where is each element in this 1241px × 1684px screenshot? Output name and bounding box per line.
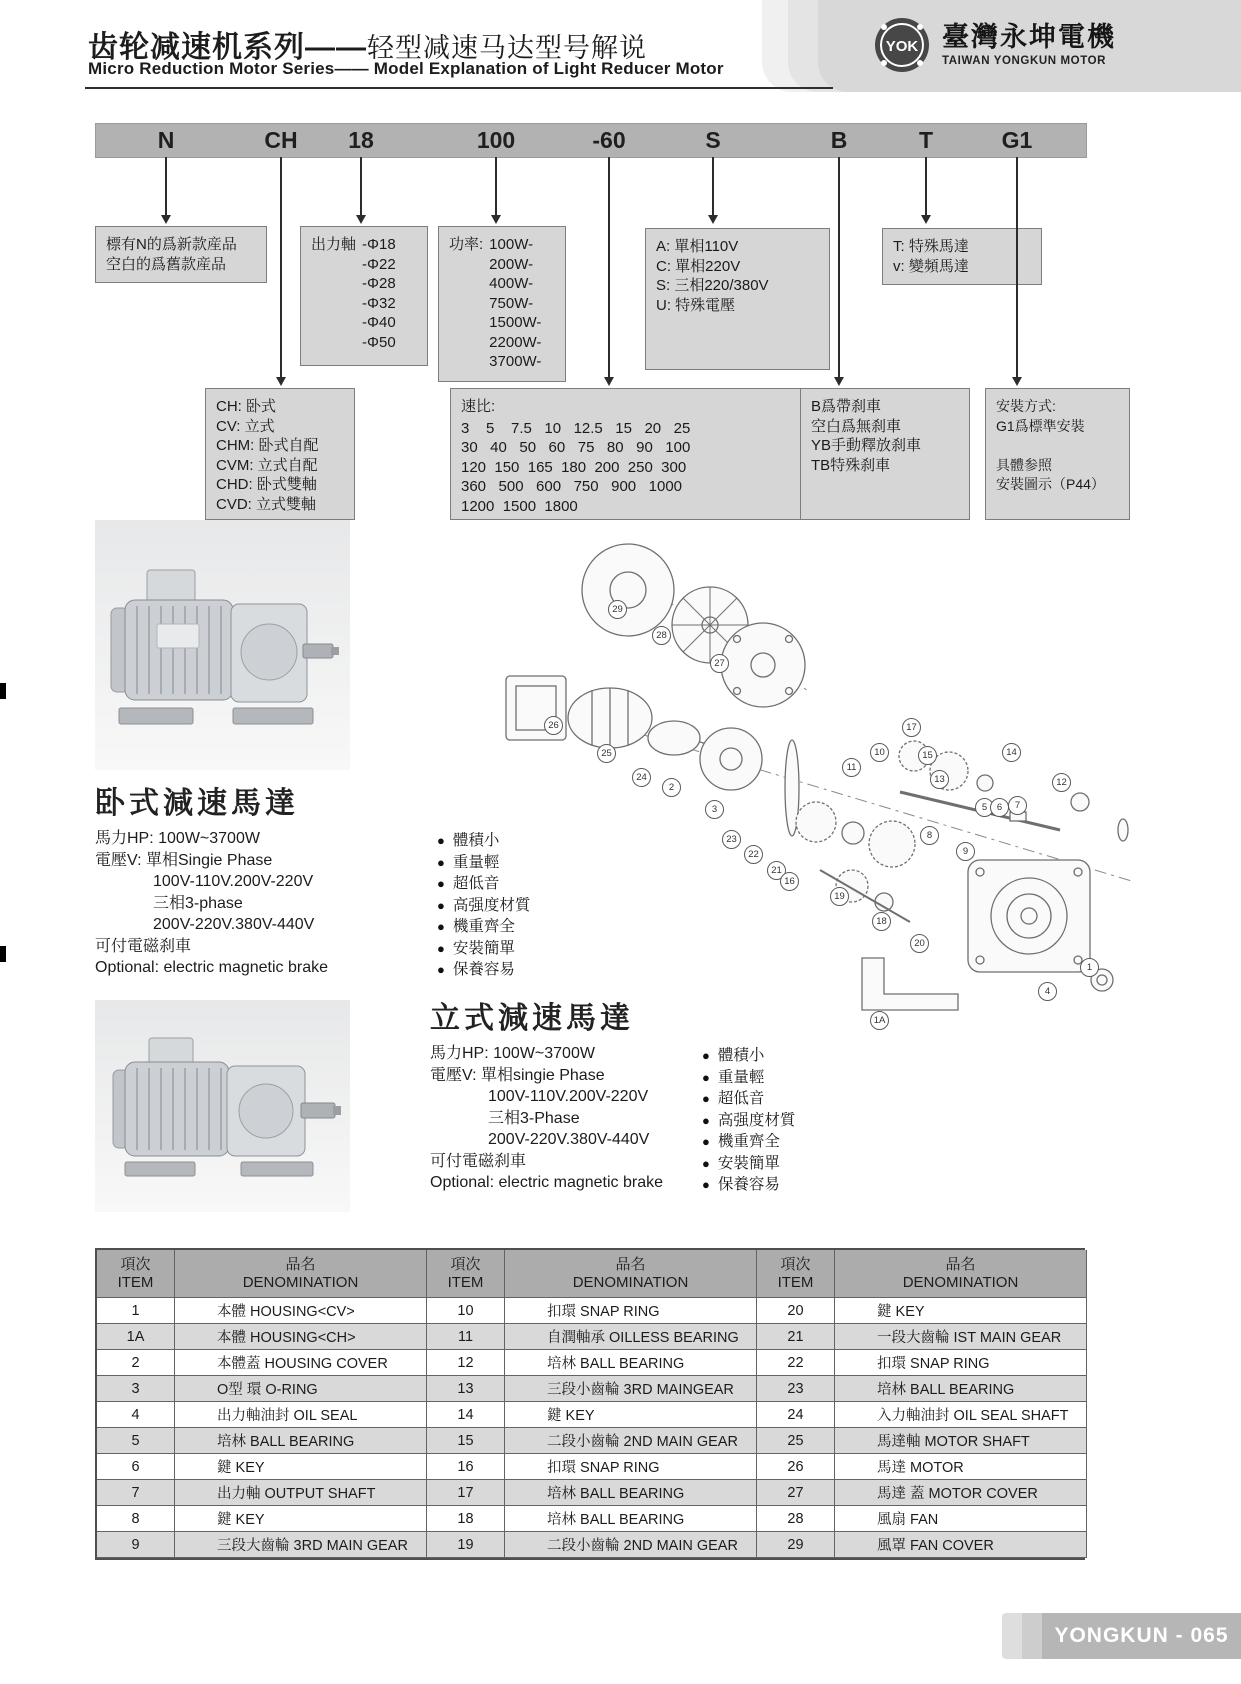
part-number-balloon: 24 (632, 768, 651, 787)
table-cell-denomination: 出力軸油封 OIL SEAL (175, 1402, 427, 1428)
feature-label: 高强度材質 (452, 896, 531, 914)
spec-line: 馬力HP: 100W~3700W (430, 1045, 595, 1062)
callout-line: 標有N的爲新款産品 (106, 236, 237, 253)
table-cell-denomination: 入力軸油封 OIL SEAL SHAFT (835, 1402, 1087, 1428)
table-cell-denomination: 馬達 MOTOR (835, 1454, 1087, 1480)
bullet-icon: ● (702, 1177, 710, 1192)
feature-label: 體積小 (717, 1047, 765, 1064)
model-code-bar (95, 123, 1087, 158)
bullet-icon: ● (702, 1134, 710, 1149)
table-cell-denomination: 一段大齒輪 IST MAIN GEAR (835, 1324, 1087, 1350)
bullet-icon: ● (702, 1112, 710, 1128)
table-cell-denomination: 扣環 SNAP RING (505, 1454, 757, 1480)
feature-label: 機重齊全 (717, 1133, 780, 1150)
exploded-parts-diagram (480, 530, 1170, 1040)
table-cell-denomination: 培林 BALL BEARING (505, 1350, 757, 1376)
table-cell-item: 17 (427, 1480, 505, 1506)
table-cell-item: 25 (757, 1428, 835, 1454)
spec-list-horizontal (95, 828, 430, 979)
callout-line: -Φ18 (362, 236, 396, 253)
callout-line: -Φ32 (362, 294, 396, 312)
callout-mount-type (205, 388, 355, 520)
part-number-balloon: 2 (662, 778, 681, 797)
spec-line: 可付電磁刹車 (95, 937, 192, 955)
model-segment: N (157, 127, 175, 153)
table-cell-item: 11 (427, 1324, 505, 1350)
bullet-icon: ● (437, 919, 445, 934)
table-header-item: 項次 ITEM (427, 1250, 505, 1298)
callout-line: -Φ40 (362, 314, 396, 331)
table-cell-item: 18 (427, 1506, 505, 1532)
model-segment: S (705, 127, 721, 153)
part-number-balloon: 14 (1002, 743, 1021, 762)
section-heading-horizontal: 卧式減速馬達 (95, 787, 299, 820)
table-header-item: 項次 ITEM (757, 1250, 835, 1298)
callout-values (362, 235, 396, 352)
feature-label: 高强度材質 (717, 1111, 796, 1129)
spec-line: Optional: electric magnetic brake (430, 1174, 663, 1191)
feature-label: 超低音 (452, 875, 500, 892)
part-number-balloon: 10 (870, 743, 889, 762)
callout-line: 安裝圖示（P44） (996, 476, 1105, 492)
callout-line: YB手動釋放刹車 (811, 437, 922, 454)
feature-label: 保養容易 (452, 961, 515, 978)
table-cell-denomination: 培林 BALL BEARING (175, 1428, 427, 1454)
page-title-sub: 轻型减速马达型号解说 (367, 33, 647, 63)
part-number-balloon: 6 (990, 798, 1009, 817)
callout-label: 出力軸 (311, 236, 357, 253)
feature-label: 安裝簡單 (452, 939, 515, 957)
pointer-arrowhead (356, 215, 366, 224)
feature-list-vertical (702, 1045, 795, 1196)
table-cell-item: 1 (97, 1298, 175, 1324)
part-number-balloon: 19 (830, 887, 849, 906)
vertical-motor-photo (95, 1000, 350, 1212)
table-cell-item: 26 (757, 1454, 835, 1480)
table-cell-item: 10 (427, 1298, 505, 1324)
callout-line: 具體参照 (996, 456, 1052, 473)
callout-line: A: 單相110V (656, 238, 739, 255)
callout-line: CVD: 立式雙軸 (216, 495, 317, 513)
table-cell-item: 3 (97, 1376, 175, 1402)
callout-line: CH: 卧式 (216, 398, 277, 415)
table-cell-denomination: 培林 BALL BEARING (505, 1480, 757, 1506)
feature-label: 重量輕 (452, 853, 500, 871)
part-number-balloon: 15 (918, 746, 937, 765)
spec-line: 可付電磁刹車 (430, 1152, 527, 1170)
callout-line: 安裝方式: (996, 398, 1056, 414)
feature-item (702, 1088, 795, 1110)
table-cell-item: 21 (757, 1324, 835, 1350)
table-cell-denomination: O型 環 O-RING (175, 1376, 427, 1402)
spec-line: 三相3-phase (153, 894, 243, 912)
table-cell-denomination: 鍵 KEY (505, 1402, 757, 1428)
callout-new-product (95, 226, 267, 283)
table-cell-item: 2 (97, 1350, 175, 1376)
company-name-en: TAIWAN YONGKUN MOTOR (942, 55, 1107, 67)
part-number-balloon: 21 (767, 861, 786, 880)
spec-line: 馬力HP: 100W~3700W (95, 830, 260, 847)
table-header-item: 項次 ITEM (97, 1250, 175, 1298)
callout-voltage (645, 228, 830, 370)
callout-installation (985, 388, 1130, 520)
bullet-icon: ● (437, 940, 445, 956)
part-number-balloon: 8 (920, 826, 939, 845)
callout-brake (800, 388, 970, 520)
part-number-balloon: 11 (842, 758, 861, 777)
callout-special-motor (882, 228, 1042, 285)
section-heading-vertical: 立式減速馬達 (430, 1002, 634, 1035)
part-number-balloon: 9 (956, 842, 975, 861)
callout-label: 功率: (449, 236, 484, 253)
spec-line: 200V-220V.380V-440V (153, 916, 315, 933)
logo-text: YOK (885, 38, 919, 55)
parts-table (95, 1248, 1085, 1560)
model-segment: G1 (1001, 127, 1033, 153)
part-number-balloon: 29 (608, 600, 627, 619)
table-cell-item: 29 (757, 1532, 835, 1558)
spec-line: 100V-110V.200V-220V (488, 1088, 649, 1105)
callout-line: v: 變頻馬達 (893, 257, 969, 275)
pointer-arrow (925, 157, 927, 215)
pointer-arrow (360, 157, 362, 215)
table-cell-item: 16 (427, 1454, 505, 1480)
spec-line: 三相3-Phase (488, 1109, 580, 1127)
callout-line: 400W- (489, 275, 534, 292)
part-number-balloon: 5 (975, 798, 994, 817)
table-cell-denomination: 鍵 KEY (175, 1506, 427, 1532)
table-cell-denomination: 風罩 FAN COVER (835, 1532, 1087, 1558)
table-cell-item: 22 (757, 1350, 835, 1376)
callout-line: S: 三相220/380V (656, 277, 769, 294)
pointer-arrowhead (276, 377, 286, 386)
pointer-arrow (1016, 157, 1018, 377)
table-cell-item: 19 (427, 1532, 505, 1558)
table-cell-item: 4 (97, 1402, 175, 1428)
pointer-arrowhead (834, 377, 844, 386)
part-number-balloon: 17 (902, 718, 921, 737)
ratio-row: 1200 1500 1800 (461, 497, 578, 515)
callout-line: -Φ28 (362, 275, 396, 292)
feature-item (702, 1131, 795, 1153)
feature-label: 超低音 (717, 1090, 765, 1107)
table-cell-denomination: 風扇 FAN (835, 1506, 1087, 1532)
table-cell-item: 15 (427, 1428, 505, 1454)
table-header-denomination: 品名 DENOMINATION (175, 1250, 427, 1298)
table-cell-denomination: 鍵 KEY (835, 1298, 1087, 1324)
bullet-icon: ● (702, 1091, 710, 1106)
table-cell-item: 28 (757, 1506, 835, 1532)
spec-line: Optional: electric magnetic brake (95, 959, 328, 976)
feature-label: 保養容易 (717, 1176, 780, 1193)
table-cell-denomination: 馬達軸 MOTOR SHAFT (835, 1428, 1087, 1454)
part-number-balloon: 26 (544, 716, 563, 735)
part-number-balloon: 4 (1038, 982, 1057, 1001)
part-number-balloon: 18 (872, 912, 891, 931)
callout-line: 空白的爲舊款産品 (106, 255, 227, 273)
ratio-row: 3 5 7.5 10 12.5 15 20 25 (461, 419, 691, 437)
company-logo-block (872, 15, 1116, 75)
feature-label: 機重齊全 (452, 918, 515, 935)
callout-line (996, 436, 1119, 456)
model-segment: -60 (592, 127, 626, 153)
callout-line: 空白爲無刹車 (811, 417, 902, 435)
registration-mark (0, 946, 6, 962)
callout-line: CHM: 卧式自配 (216, 437, 319, 454)
page-title-english: Micro Reduction Motor Series—— Model Explanation of Light Reducer Motor (88, 59, 724, 78)
table-cell-item: 9 (97, 1532, 175, 1558)
table-cell-denomination: 本體 HOUSING<CV> (175, 1298, 427, 1324)
feature-label: 重量輕 (717, 1068, 765, 1086)
part-number-balloon: 3 (705, 800, 724, 819)
table-cell-denomination: 扣環 SNAP RING (505, 1298, 757, 1324)
part-number-balloon: 25 (597, 744, 616, 763)
table-cell-denomination: 本體 HOUSING<CH> (175, 1324, 427, 1350)
callout-line: T: 特殊馬達 (893, 238, 969, 255)
table-cell-item: 8 (97, 1506, 175, 1532)
part-number-balloon: 13 (930, 770, 949, 789)
part-number-balloon: 7 (1008, 796, 1027, 815)
bullet-icon: ● (437, 962, 445, 977)
ratio-row: 360 500 600 750 900 1000 (461, 478, 683, 495)
feature-item (702, 1067, 795, 1089)
table-cell-denomination: 鍵 KEY (175, 1454, 427, 1480)
model-segment: B (830, 127, 848, 153)
feature-label: 安裝簡單 (717, 1154, 780, 1172)
callout-line: TB特殊刹車 (811, 456, 891, 474)
table-cell-denomination: 馬達 蓋 MOTOR COVER (835, 1480, 1087, 1506)
pointer-arrowhead (161, 215, 171, 224)
pointer-arrowhead (1012, 377, 1022, 386)
callout-label: 速比: (461, 398, 496, 415)
table-cell-item: 6 (97, 1454, 175, 1480)
table-cell-item: 7 (97, 1480, 175, 1506)
pointer-arrowhead (921, 215, 931, 224)
table-cell-denomination: 出力軸 OUTPUT SHAFT (175, 1480, 427, 1506)
registration-mark (0, 683, 6, 699)
bullet-icon: ● (437, 876, 445, 891)
table-cell-item: 14 (427, 1402, 505, 1428)
page-title-series: 齿轮减速机系列—— (88, 31, 367, 64)
table-cell-item: 20 (757, 1298, 835, 1324)
callout-line: 1500W- (489, 314, 542, 331)
callout-line: 200W- (489, 255, 534, 273)
table-cell-item: 13 (427, 1376, 505, 1402)
pointer-arrow (608, 157, 610, 377)
table-header-denomination: 品名 DENOMINATION (505, 1250, 757, 1298)
table-cell-denomination: 培林 BALL BEARING (835, 1376, 1087, 1402)
table-cell-denomination: 扣環 SNAP RING (835, 1350, 1087, 1376)
pointer-arrowhead (604, 377, 614, 386)
bullet-icon: ● (702, 1069, 710, 1085)
callout-output-shaft (300, 226, 428, 366)
callout-line: CV: 立式 (216, 417, 275, 435)
bullet-icon: ● (437, 897, 445, 913)
bullet-icon: ● (702, 1155, 710, 1171)
feature-item (702, 1110, 795, 1132)
model-segment: CH (264, 127, 298, 153)
feature-item (702, 1045, 795, 1067)
pointer-arrow (280, 157, 282, 377)
part-number-balloon: 12 (1052, 773, 1071, 792)
table-cell-item: 1A (97, 1324, 175, 1350)
callout-line: B爲帶刹車 (811, 398, 882, 415)
model-segment: 18 (348, 127, 374, 153)
yok-logo-icon (872, 15, 932, 75)
horizontal-motor-photo (95, 520, 350, 770)
table-cell-item: 27 (757, 1480, 835, 1506)
footer-decoration (1002, 1613, 1022, 1659)
callout-speed-ratio (450, 388, 802, 520)
table-cell-denomination: 二段小齒輪 2ND MAIN GEAR (505, 1532, 757, 1558)
model-segment: T (918, 127, 934, 153)
ratio-row: 30 40 50 60 75 80 90 100 (461, 439, 691, 456)
pointer-arrow (495, 157, 497, 215)
part-number-balloon: 27 (710, 654, 729, 673)
table-cell-denomination: 三段大齒輪 3RD MAIN GEAR (175, 1532, 427, 1558)
part-number-balloon: 20 (910, 934, 929, 953)
ratio-row: 120 150 165 180 200 250 300 (461, 458, 687, 476)
table-cell-denomination: 本體蓋 HOUSING COVER (175, 1350, 427, 1376)
table-cell-item: 12 (427, 1350, 505, 1376)
vertical-motor-illustration (95, 1000, 350, 1212)
horizontal-motor-illustration (95, 520, 350, 770)
table-cell-denomination: 三段小齒輪 3RD MAINGEAR (505, 1376, 757, 1402)
part-number-balloon: 1 (1080, 958, 1099, 977)
callout-line: 3700W- (489, 353, 542, 370)
spec-line: 200V-220V.380V-440V (488, 1131, 650, 1148)
feature-label: 體積小 (452, 832, 500, 849)
pointer-arrow (838, 157, 840, 377)
part-number-balloon: 1A (870, 1011, 889, 1030)
table-cell-item: 24 (757, 1402, 835, 1428)
callout-line: C: 單相220V (656, 257, 741, 275)
ratio-rows (461, 419, 791, 517)
feature-item (702, 1174, 795, 1196)
header-divider (85, 87, 833, 89)
part-number-balloon: 16 (780, 872, 799, 891)
callout-line: -Φ50 (362, 333, 396, 351)
table-cell-item: 5 (97, 1428, 175, 1454)
callout-values (489, 235, 541, 372)
pointer-arrow (712, 157, 714, 215)
table-cell-denomination: 自潤軸承 OILLESS BEARING (505, 1324, 757, 1350)
table-header-denomination: 品名 DENOMINATION (835, 1250, 1087, 1298)
callout-line: U: 特殊電壓 (656, 296, 736, 314)
feature-item (702, 1153, 795, 1175)
table-cell-item: 23 (757, 1376, 835, 1402)
spec-line: 電壓V: 單相Singie Phase (95, 851, 273, 869)
bullet-icon: ● (437, 854, 445, 870)
spec-line: 電壓V: 單相singie Phase (430, 1066, 605, 1084)
callout-line: 750W- (489, 294, 534, 312)
spec-line: 100V-110V.200V-220V (153, 873, 314, 890)
pointer-arrow (165, 157, 167, 215)
callout-line: 2200W- (489, 333, 542, 351)
bullet-icon: ● (702, 1048, 710, 1063)
callout-line: -Φ22 (362, 255, 396, 273)
part-number-balloon: 22 (744, 845, 763, 864)
footer-decoration (1022, 1613, 1042, 1659)
part-number-balloon: 23 (722, 830, 741, 849)
part-number-balloon: 28 (652, 626, 671, 645)
model-segment: 100 (476, 127, 516, 153)
table-cell-denomination: 培林 BALL BEARING (505, 1506, 757, 1532)
callout-line: CHD: 卧式雙軸 (216, 476, 317, 493)
company-name-cn: 臺灣永坤電機 (942, 22, 1116, 52)
bullet-icon: ● (437, 833, 445, 848)
callout-power (438, 226, 566, 382)
table-cell-denomination: 二段小齒輪 2ND MAIN GEAR (505, 1428, 757, 1454)
callout-line: 100W- (489, 236, 534, 253)
callout-line: CVM: 立式自配 (216, 456, 318, 474)
page-number-badge: YONGKUN - 065 (1042, 1613, 1241, 1659)
callout-line: G1爲標準安裝 (996, 417, 1085, 434)
pointer-arrowhead (491, 215, 501, 224)
pointer-arrowhead (708, 215, 718, 224)
